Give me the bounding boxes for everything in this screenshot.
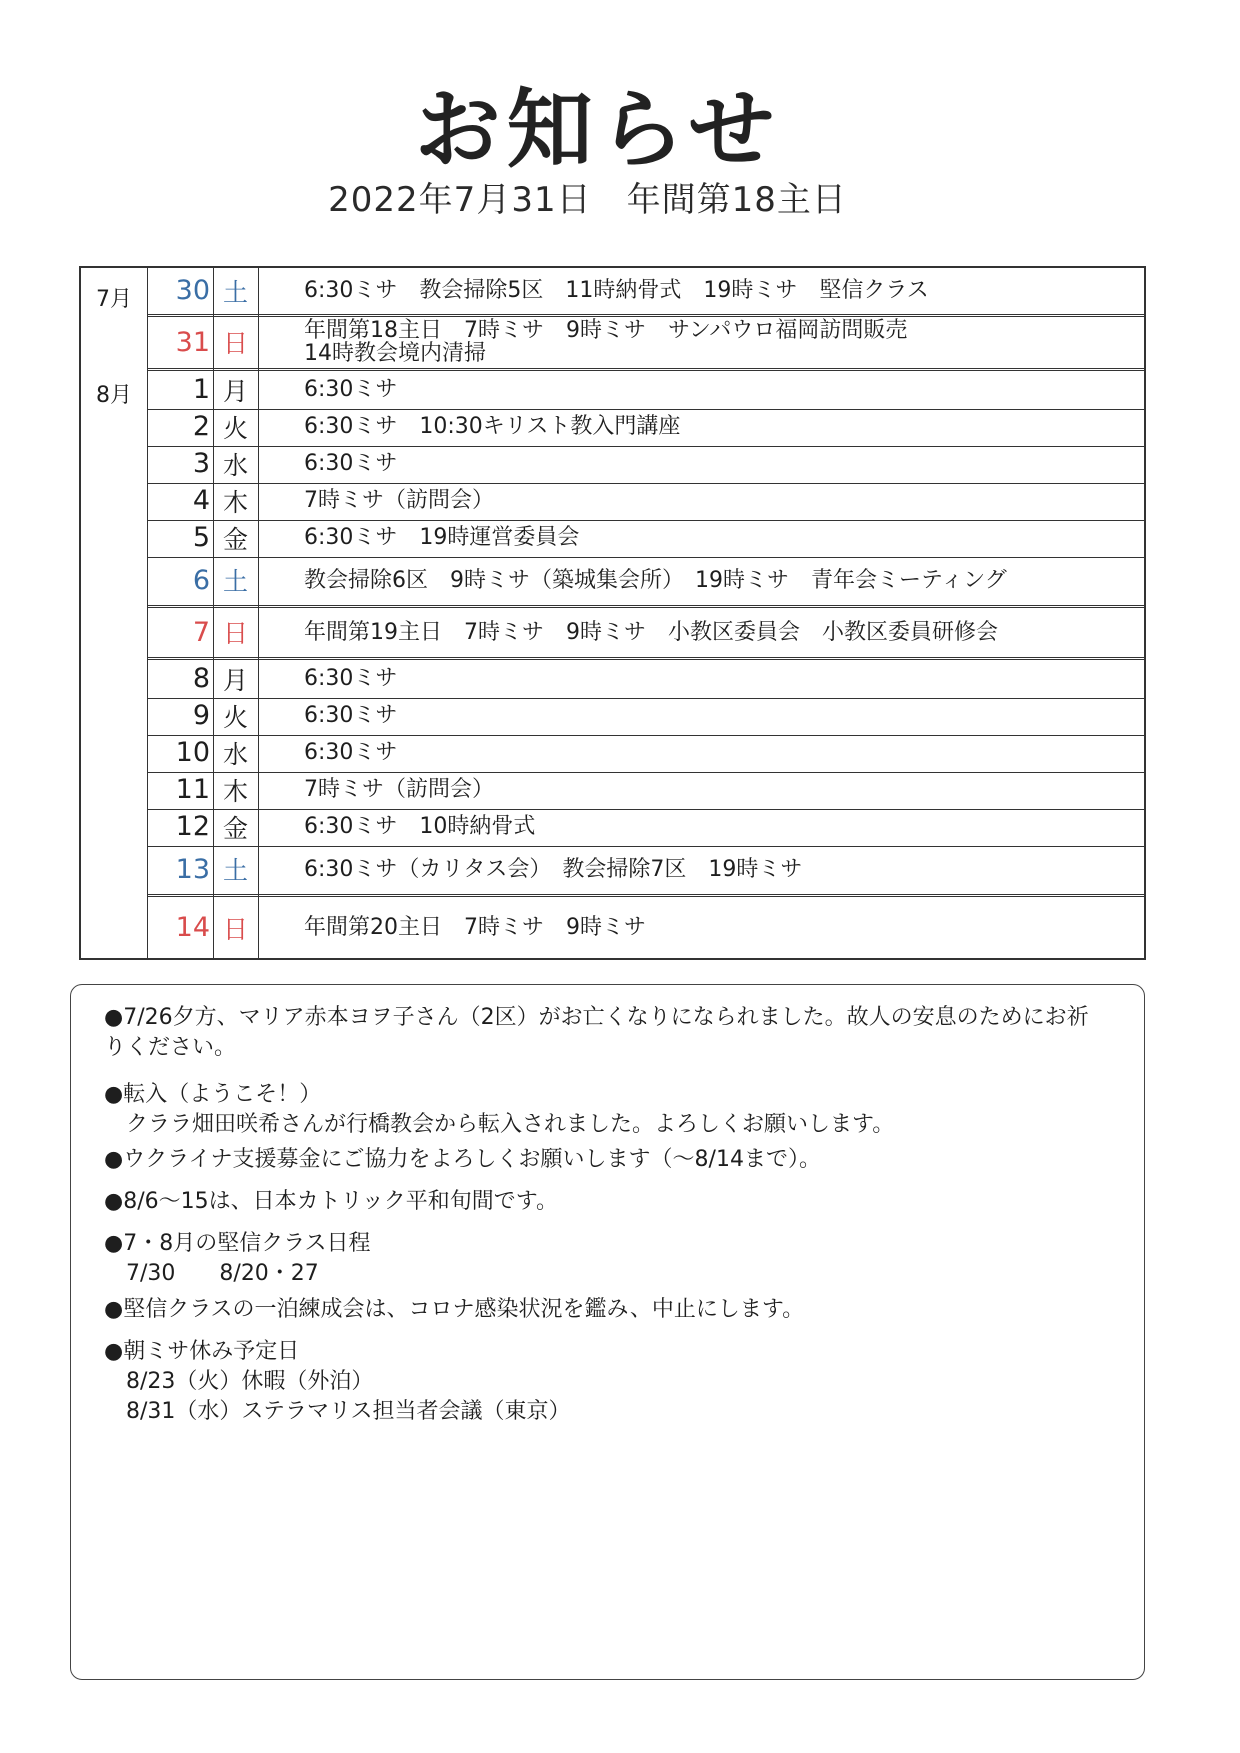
schedule-row <box>147 408 1144 445</box>
schedule-row <box>147 734 1144 771</box>
weekday: 金 <box>222 524 248 554</box>
weekday: 土 <box>222 856 248 885</box>
event-text: 6:30ミサ 10:30キリスト教入門講座 <box>304 414 681 439</box>
day-number: 13 <box>175 853 210 885</box>
day-number: 4 <box>192 485 210 516</box>
notice-line: ●朝ミサ休み予定日 <box>104 1339 300 1364</box>
schedule-row <box>147 897 1144 958</box>
row-divider <box>147 446 1144 447</box>
event-text: 年間第20主日 7時ミサ 9時ミサ <box>304 915 646 940</box>
row-divider <box>147 894 1144 897</box>
notice-line: ●堅信クラスの一泊練成会は、コロナ感染状況を鑑み、中止にします。 <box>104 1297 805 1322</box>
weekday: 火 <box>222 702 248 732</box>
weekday: 金 <box>222 813 248 843</box>
event-text: 6:30ミサ 19時運営委員会 <box>304 525 580 550</box>
notice-line: 8/23（火）休暇（外泊） <box>104 1369 374 1394</box>
day-number: 30 <box>175 275 210 306</box>
row-divider <box>147 557 1144 558</box>
row-divider <box>147 809 1144 810</box>
schedule-row <box>147 771 1144 808</box>
weekday: 木 <box>222 487 248 517</box>
event-cell <box>304 268 1134 313</box>
schedule-row <box>147 608 1144 656</box>
event-cell <box>304 808 1134 845</box>
row-divider <box>147 772 1144 773</box>
event-text: 6:30ミサ（カリタス会） 教会掃除7区 19時ミサ <box>304 856 803 882</box>
row-divider <box>147 520 1144 521</box>
schedule-row <box>147 371 1144 408</box>
schedule-row <box>147 317 1144 367</box>
event-text: 6:30ミサ <box>304 703 398 728</box>
day-number: 9 <box>192 700 210 731</box>
event-cell <box>304 371 1134 408</box>
event-text: 6:30ミサ <box>304 666 398 691</box>
event-text: 年間第19主日 7時ミサ 9時ミサ 小教区委員会 小教区委員研修会 <box>304 619 998 645</box>
weekday: 月 <box>222 376 248 406</box>
event-text: 年間第18主日 7時ミサ 9時ミサ サンパウロ福岡訪問販売 <box>304 318 908 343</box>
day-number: 6 <box>192 564 210 596</box>
day-number: 10 <box>175 737 210 768</box>
day-number: 1 <box>192 374 210 405</box>
weekday: 日 <box>222 329 248 358</box>
event-text: 7時ミサ（訪問会） <box>304 488 494 513</box>
schedule-row <box>147 445 1144 482</box>
day-number: 7 <box>192 616 210 648</box>
event-cell <box>304 317 1134 367</box>
day-number: 5 <box>192 522 210 553</box>
day-number: 12 <box>175 811 210 842</box>
weekday: 月 <box>222 665 248 695</box>
weekday: 木 <box>222 776 248 806</box>
schedule-row <box>147 268 1144 313</box>
event-cell <box>304 697 1134 734</box>
schedule-row <box>147 556 1144 604</box>
event-text: 6:30ミサ <box>304 377 398 402</box>
day-number: 14 <box>175 912 210 943</box>
event-cell <box>304 660 1134 697</box>
event-text: 教会掃除6区 9時ミサ（築城集会所） 19時ミサ 青年会ミーティング <box>304 567 1007 593</box>
event-text: 14時教会境内清掃 <box>304 341 486 366</box>
notice-item <box>104 1187 1114 1217</box>
page-subtitle: 2022年7月31日 年間第18主日 <box>328 180 847 220</box>
row-divider <box>147 605 1144 608</box>
notice-line: ●ウクライナ支援募金にご協力をよろしくお願いします（～8/14まで）。 <box>104 1147 821 1172</box>
weekday: 日 <box>222 619 248 648</box>
notice-line: ●7/26夕方、マリア赤本ヨヲ子さん（2区）がお亡くなりになられました。故人の安息のためにお祈 <box>104 1005 1089 1030</box>
notice-line: ●8/6～15は、日本カトリック平和旬間です。 <box>104 1189 558 1214</box>
event-cell <box>304 445 1134 482</box>
schedule-row <box>147 808 1144 845</box>
notice-item <box>104 1229 1114 1289</box>
notice-line: クララ畑田咲希さんが行橋教会から転入されました。よろしくお願いします。 <box>104 1112 895 1137</box>
schedule-table <box>79 266 1146 960</box>
notice-line: 8/31（水）ステラマリス担当者会議（東京） <box>104 1399 571 1424</box>
event-cell <box>304 482 1134 519</box>
month-label: 7月 <box>96 287 132 312</box>
notice-item <box>104 1080 1114 1140</box>
day-number: 3 <box>192 448 210 479</box>
day-number: 11 <box>175 774 210 805</box>
notices-box <box>70 984 1145 1680</box>
event-cell <box>304 408 1134 445</box>
schedule-row <box>147 519 1144 556</box>
weekday: 火 <box>222 413 248 443</box>
notice-item <box>104 1003 1114 1063</box>
notice-item <box>104 1145 1114 1175</box>
row-divider <box>147 698 1144 699</box>
notice-line: 7/30 8/20・27 <box>104 1261 319 1286</box>
day-number: 8 <box>192 663 210 694</box>
day-number: 2 <box>192 411 210 442</box>
row-divider <box>147 314 1144 317</box>
row-divider <box>147 657 1144 660</box>
row-divider <box>147 735 1144 736</box>
event-cell <box>304 845 1134 893</box>
row-divider <box>147 846 1144 847</box>
event-text: 7時ミサ（訪問会） <box>304 777 494 802</box>
schedule-row <box>147 660 1144 697</box>
row-divider <box>147 483 1144 484</box>
event-cell <box>304 556 1134 604</box>
weekday: 水 <box>222 450 248 480</box>
row-divider <box>147 368 1144 371</box>
weekday: 日 <box>222 914 248 944</box>
event-cell <box>304 519 1134 556</box>
event-text: 6:30ミサ <box>304 740 398 765</box>
event-cell <box>304 771 1134 808</box>
event-cell <box>304 608 1134 656</box>
notice-line: りください。 <box>104 1035 237 1060</box>
schedule-row <box>147 845 1144 893</box>
event-text: 6:30ミサ 10時納骨式 <box>304 814 536 839</box>
day-number: 31 <box>175 326 210 358</box>
notice-line: ●転入（ようこそ！） <box>104 1082 322 1107</box>
event-text: 6:30ミサ 教会掃除5区 11時納骨式 19時ミサ 堅信クラス <box>304 278 929 303</box>
event-text: 6:30ミサ <box>304 451 398 476</box>
notice-item <box>104 1295 1114 1325</box>
schedule-row <box>147 697 1144 734</box>
weekday: 土 <box>222 567 248 596</box>
schedule-row <box>147 482 1144 519</box>
weekday: 土 <box>222 277 248 307</box>
notice-line: ●7・8月の堅信クラス日程 <box>104 1231 371 1256</box>
month-label: 8月 <box>96 383 132 408</box>
event-cell <box>304 897 1134 958</box>
row-divider <box>147 409 1144 410</box>
event-cell <box>304 734 1134 771</box>
notice-item <box>104 1337 1114 1427</box>
page-title: お知らせ <box>414 80 781 180</box>
weekday: 水 <box>222 739 248 769</box>
